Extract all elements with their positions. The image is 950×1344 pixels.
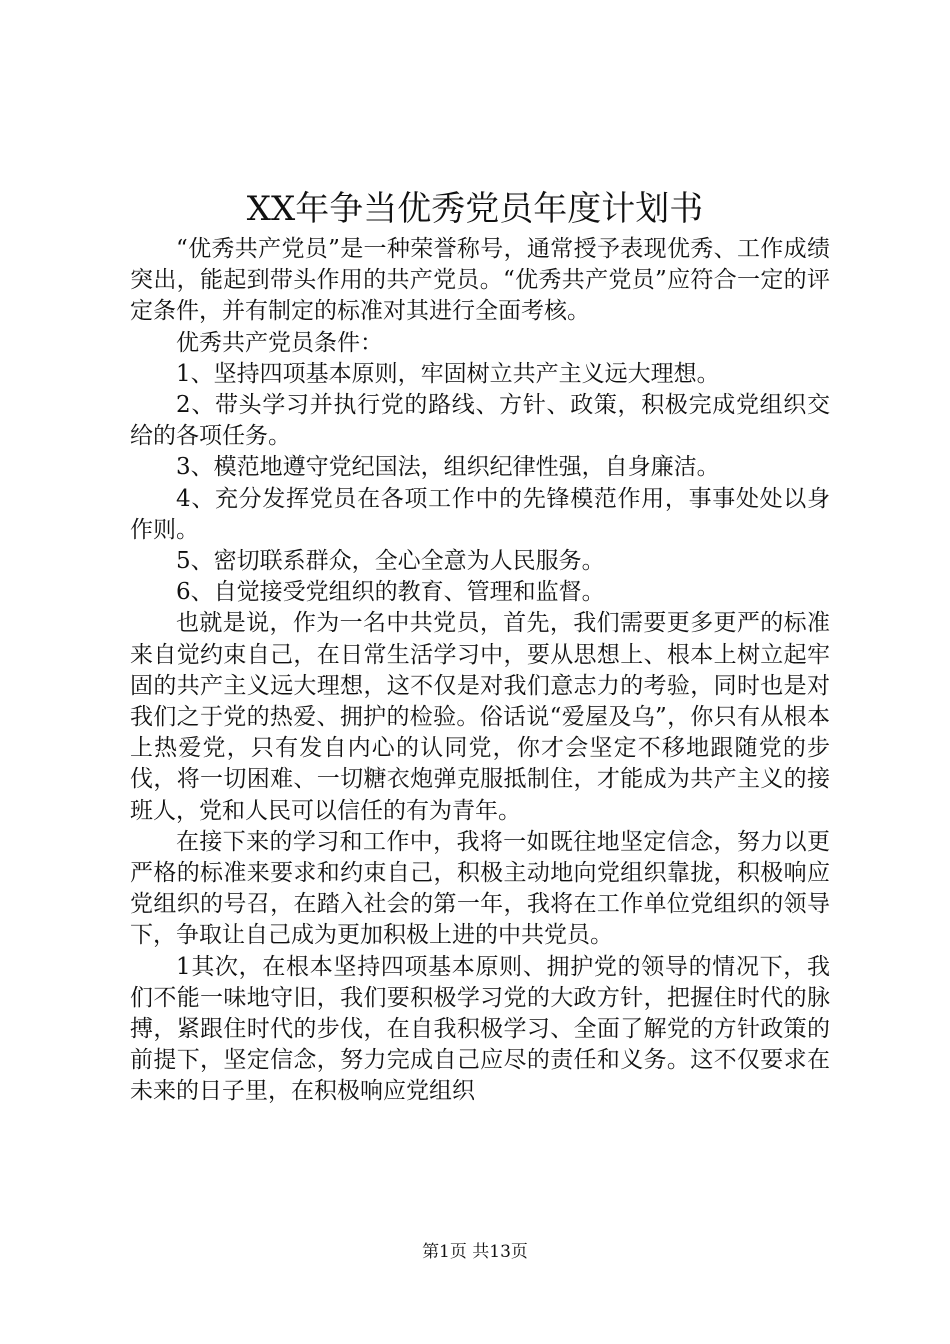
paragraph-body-2: 在接下来的学习和工作中，我将一如既往地坚定信念，努力以更严格的标准来要求和约束自己，积极主动地向党组织靠拢，积极响应党组织的号召，在踏入社会的第一年，我将在工作单位党组织的领导下，争取让自己成为更加积极上进的中共党员。 — [130, 828, 830, 949]
page-number-footer: 第1页 共13页 — [422, 1242, 528, 1262]
list-item-condition-4: 4、充分发挥党员在各项工作中的先锋模范作用，事事处处以身作则。 — [130, 485, 830, 543]
paragraph-conditions-heading: 优秀共产党员条件： — [176, 329, 383, 356]
list-item-condition-6: 6、自觉接受党组织的教育、管理和监督。 — [176, 579, 605, 606]
paragraph-body-3: 1其次，在根本坚持四项基本原则、拥护党的领导的情况下，我们不能一味地守旧，我们要积极学习党的大政方针，把握住时代的脉搏，紧跟住时代的步伐，在自我积极学习、全面了解党的方针政策的前提下，坚定信念，努力完成自己应尽的责任和义务。这不仅要求在未来的日子里，在积极响应党组织 — [130, 953, 830, 1105]
document-body — [130, 234, 830, 1108]
paragraph-intro: “优秀共产党员”是一种荣誉称号，通常授予表现优秀、工作成绩突出，能起到带头作用的共产党员。“优秀共产党员”应符合一定的评定条件，并有制定的标准对其进行全面考核。 — [130, 236, 830, 325]
list-item-condition-5: 5、密切联系群众，全心全意为人民服务。 — [176, 548, 605, 575]
paragraph-body-1: 也就是说，作为一名中共党员，首先，我们需要更多更严的标准来自觉约束自己，在日常生活学习中，要从思想上、根本上树立起牢固的共产主义远大理想，这不仅是对我们意志力的考验，同时也是对我们之于党的热爱、拥护的检验。俗话说“爱屋及乌”，你只有从根本上热爱党，只有发自内心的认同党，你才会坚定不移地跟随党的步伐，将一切困难、一切糖衣炮弹克服抵制住，才能成为共产主义的接班人，党和人民可以信任的有为青年。 — [130, 610, 830, 824]
document-title: XX年争当优秀党员年度计划书 — [246, 189, 704, 229]
list-item-condition-2: 2、带头学习并执行党的路线、方针、政策，积极完成党组织交给的各项任务。 — [130, 392, 830, 450]
list-item-condition-3: 3、模范地遵守党纪国法，组织纪律性强，自身廉洁。 — [176, 454, 720, 481]
list-item-condition-1: 1、坚持四项基本原则，牢固树立共产主义远大理想。 — [176, 360, 720, 387]
